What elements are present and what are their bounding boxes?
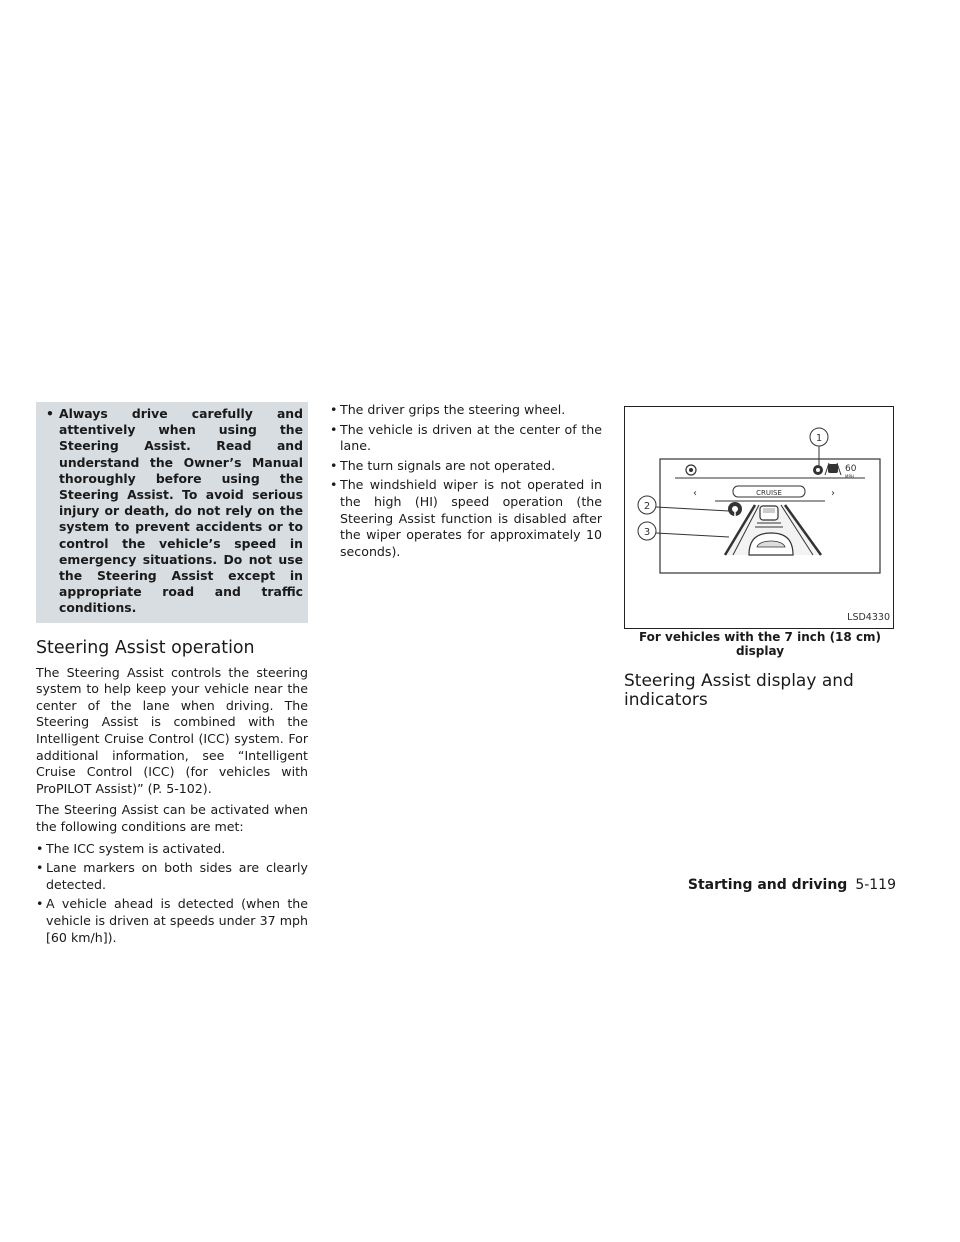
svg-text:1: 1 <box>815 433 823 444</box>
vehicle-ahead-icon <box>825 463 841 475</box>
display-diagram <box>625 407 893 628</box>
list-item: • The windshield wiper is not operated in the high (HI) speed operation (the Steering Assist function is disabled after the wiper operates for approximately 10 seconds). <box>330 477 602 559</box>
cruise-label: CRUISE <box>756 489 782 497</box>
arrow-left-icon: ‹ <box>693 488 697 499</box>
warning-bullet: • <box>46 406 54 421</box>
subsection-title: Steering Assist display and indicators <box>624 671 854 710</box>
svg-text:2: 2 <box>643 501 651 512</box>
warning-text: Always drive carefully and attentively when using the Steering Assist. Read and understand the Owner’s Manual thoroughly before using the Steering Assist. To avoid serious injury or death, do not rely on the system to prevent accidents or to control the vehicle’s speed in emergency situations. Do not use the Steering Assist except in appropriate road and traffic conditions. <box>59 406 303 616</box>
chapter-name: Starting and driving <box>687 877 848 893</box>
conditions-list-part1 <box>36 841 308 947</box>
intro-paragraph: The Steering Assist controls the steering system to help keep your vehicle near the center of the lane when driving. The Steering Assist is combined with the Intelligent Cruise Control (ICC) system. For additional information, see “Intelligent Cruise Control (ICC) (for vehicles with ProPILOT Assist)” (P. 5-102). <box>36 664 308 796</box>
status-icon-dot <box>689 468 693 472</box>
speed-value: 60 <box>845 464 857 474</box>
conditions-list-part2 <box>330 402 602 560</box>
list-item: • The driver grips the steering wheel. <box>330 402 566 417</box>
list-item: • The vehicle is driven at the center of the lane. <box>330 421 602 454</box>
warning-box <box>36 402 308 623</box>
page-number: 5-119 <box>855 877 896 893</box>
speed-unit: MPH <box>845 474 854 479</box>
left-column <box>36 402 308 949</box>
middle-column <box>330 402 602 563</box>
arrow-right-icon: › <box>831 488 835 499</box>
page-footer <box>688 877 896 893</box>
list-item: • Lane markers on both sides are clearly detected. <box>36 860 308 892</box>
section-title: Steering Assist operation <box>36 637 255 658</box>
list-item: • The turn signals are not operated. <box>330 457 556 473</box>
steering-assist-indicator <box>728 502 742 516</box>
svg-text:3: 3 <box>643 527 651 538</box>
conditions-intro: The Steering Assist can be activated when the following conditions are met: <box>36 802 308 834</box>
display-illustration <box>624 406 894 629</box>
callout-3 <box>638 522 729 540</box>
callout-2 <box>638 496 729 514</box>
figure-code: LSD4330 <box>847 612 890 624</box>
list-item: • The ICC system is activated. <box>36 840 226 856</box>
list-item: • A vehicle ahead is detected (when the vehicle is driven at speeds under 37 mph [60 km/h]). <box>36 896 308 945</box>
figure-caption: For vehicles with the 7 inch (18 cm) display <box>638 630 882 658</box>
right-column <box>624 406 896 710</box>
steering-indicator-icon <box>813 465 823 475</box>
